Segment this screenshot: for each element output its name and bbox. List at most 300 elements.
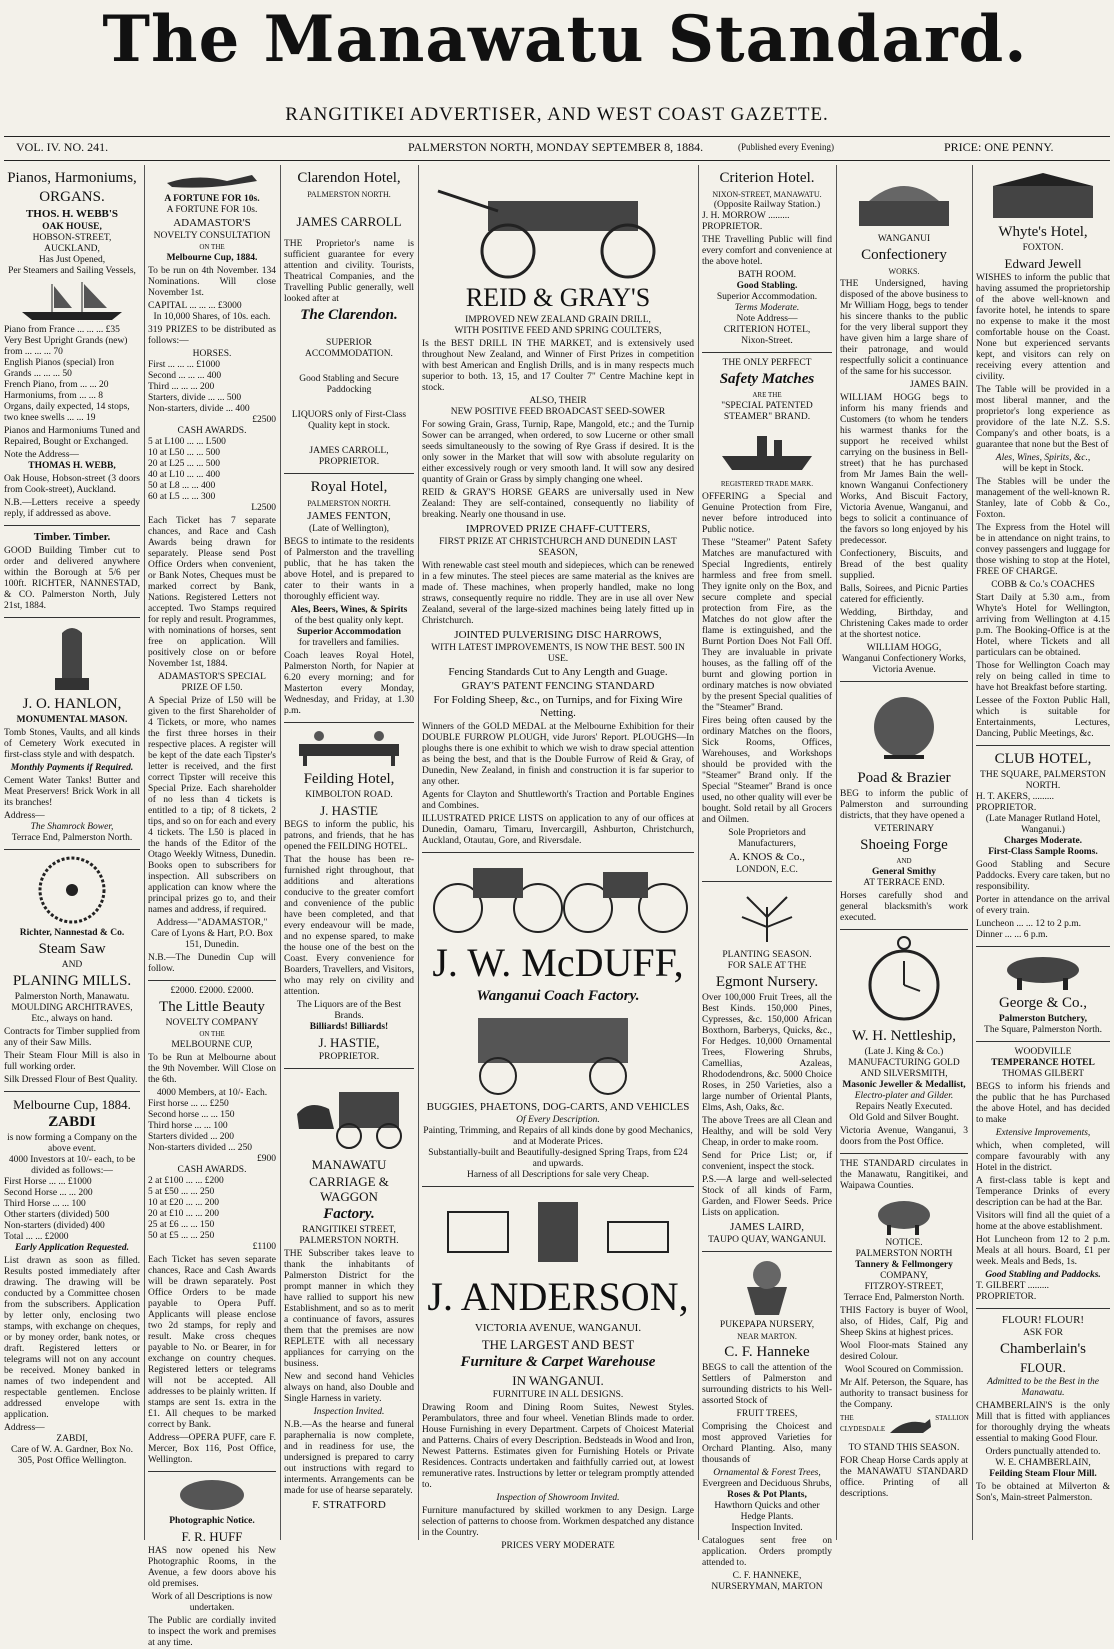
text-line: Nixon-Street. [741,336,793,346]
sailing-ship-illustration [12,280,132,322]
text-line: Luncheon ... ... 12 to 2 p.m. [976,919,1082,929]
separator [4,849,140,850]
text-line: WOODVILLE [1014,1047,1072,1057]
text-line: LONDON, E.C. [736,865,798,875]
text-line: WITH POSITIVE FEED AND SPRING COULTERS, [454,326,662,336]
text-line: WILLIAM HOGG, [866,643,942,653]
text-line: N.B.—The Dunedin Cup will follow. [148,953,276,974]
column-divider [972,165,973,1540]
ad-body: The Express from the Hotel will be in attendance on night trains, to convey passengers and luggage for those wishing to stop at the Hotel, FREE OF CHARGE. [976,523,1110,577]
separator [148,1471,276,1472]
top-rule [4,136,1110,137]
advertiser-name: JAMES FENTON, [307,510,391,522]
text-line: Palmerston North, Manawatu. [14,992,130,1002]
text-line: SUPERIOR ACCOMMODATION. [305,338,393,359]
text-line: Hawthorn Quicks and other Hedge Plants. [714,1501,820,1522]
text-line: PALMERSTON NORTH. [307,190,391,199]
prize-line: Starters, divide ... ... 500 [148,393,242,403]
text-line: Orders punctually attended to. [985,1447,1101,1457]
text-line: Per Steamers and Sailing Vessels, [8,266,136,276]
confectionery-illustration [849,171,959,231]
text-line: J. HASTIE, [318,1035,380,1050]
text-line: T. GILBERT ......... PROPRIETOR. [976,1281,1049,1302]
billiard-table-illustration [289,728,409,768]
text-line: Good Stabling and Secure Paddocks. Every care taken, but no responsibility. [976,860,1110,892]
ad-body: THE Proprietor's name is sufficient guarantee for every attention and civility. Tourists, Theatrical Companies, and the Travelling Public generally, well looked after at [284,239,414,304]
column-divider [144,165,145,1540]
prize-line: 50 at L8 ... ... 400 [148,481,216,491]
heading-pianos: Pianos, Harmoniums, [7,170,137,186]
text-line: Send for Price List; or, if convenient, inspect the stock. [702,1151,832,1172]
text-line: will be kept in Stock. [1002,464,1084,474]
text-line: AT TERRACE END. [863,878,945,888]
heading-furniture: Furniture & Carpet Warehouse [460,1354,656,1370]
text-line: VICTORIA AVENUE, WANGANUI. [474,1322,642,1334]
ad-body: Is the BEST DRILL IN THE MARKET, and is extensively used throughout New Zealand, and Winner of First Prizes in competition with best American and English Drills, and is in many respects much superior to both. 13, 15, and 17 Coulter 7" Centre Machine kept in stock. [422,339,694,393]
heading-carriage: CARRIAGE & WAGGON [309,1174,389,1204]
heading-little-beauty: The Little Beauty [159,999,265,1015]
coaches-illustration [428,858,688,938]
separator [148,980,276,981]
text-line: JAMES CARROLL, [309,446,389,456]
prize-line: Second Horse ... ... 200 [4,1188,93,1198]
text-line: CASH AWARDS. [177,1165,247,1175]
cattle-illustration [983,952,1103,992]
text-line: Ornamental & Forest Trees, [713,1468,821,1478]
text-line: Melbourne Cup, 1884. [166,253,258,263]
text-line: Extensive Improvements, [995,1128,1091,1138]
heading-nettleship: W. H. Nettleship, [851,1028,957,1044]
prize-line: 2 at £100 ... ... £200 [148,1176,224,1186]
text-line: PALMERSTON NORTH. [307,499,391,508]
text-line: Terrace End, Palmerston North. [11,833,133,843]
text-line: ON THE [199,1030,225,1038]
text-line: IMPROVED PRIZE CHAFF-CUTTERS, [465,523,651,535]
text-line: Palmerston Butchery, [998,1014,1088,1024]
text-line: Feilding Steam Flour Mill. [989,1469,1097,1479]
text-line: TAUPO QUAY, WANGANUI. [708,1235,826,1245]
separator [4,1091,140,1092]
text-line: PALMERSTON NORTH [855,1249,953,1259]
prize-line: Third Horse ... ... 100 [4,1199,86,1209]
ad-body: THE Undersigned, having disposed of the above business to Mr William Hogg, begs to tender his sincere thanks to the public for the very liberal support they have given him a large share of their patronage, and would respectfully solicit a continuance of the same for his successor. [840,279,968,377]
text-line: Early Application Requested. [15,1243,129,1253]
farrier-illustration [864,687,944,767]
text-line: PUKEPAPA NURSERY, [719,1320,815,1330]
prize-line: 10 at L50 ... ... 500 [148,448,221,458]
text-line: ADAMASTOR'S SPECIAL PRIZE OF L50. [158,672,266,693]
text-line: Inspection of Showroom Invited. [496,1493,620,1503]
text-line: Care of Lyons & Hart, P.O. Box 151, Dunedin. [151,929,273,950]
text-line: Evergreen and Deciduous Shrubs, [702,1479,832,1489]
clydesdale-row [840,1413,968,1443]
text-line: Wanganui Confectionery Works, Victoria Avenue. [841,654,967,675]
text-line: Terrace End, Palmerston North. [843,1293,965,1303]
separator [976,1308,1110,1309]
ad-body: HAS now opened his New Photographic Rooms, in the Avenue, a few doors above his old premises. [148,1546,276,1589]
prize-line: Non-starters divided ... 250 [148,1143,252,1153]
text-line: Inspection Invited. [731,1523,803,1533]
text-line: Fencing Standards Cut to Any Length and Guage. [448,666,668,678]
ad-body: Tomb Stones, Vaults, and all kinds of Cemetery Work executed in first-class style and with despatch. [4,728,140,760]
text-line: THE LARGEST AND BEST [481,1337,635,1352]
text-line: Agents for Clayton and Shuttleworth's Traction and Portable Engines and Combines. [422,790,694,811]
separator [284,722,414,723]
text-line: NEW POSITIVE FEED BROADCAST SEED-SOWER [450,407,666,417]
prize-line: Non-starters, divide ... 400 [148,404,250,414]
text-line: Catalogues sent free on application. Orders promptly attended to. [702,1536,832,1568]
advertiser-name: THOMAS GILBERT [1001,1069,1085,1079]
text-line: FLOUR. [1020,1360,1066,1375]
heading-photographic: Photographic Notice. [169,1516,255,1526]
prize-line: 50 at £5 ... ... 250 [148,1231,215,1241]
text-line: Work of all Descriptions is now undertaken. [151,1592,273,1613]
ad-body: Fires being often caused by the ordinary Matches on the floors, Sick Rooms, Offices, Warehouses, and Workshops should be provided with the "Steamer" Brand only. If the Special "Steamer" Brand is once used, no other quality will ever be bought. Sold retail by all Grocers and Oilmen. [702,716,832,825]
prize-line: Second ... ... ... 400 [148,371,222,381]
prize-line: 60 at L5 ... ... 300 [148,492,216,502]
text-line: THE ONLY PERFECT [722,358,812,368]
heading-fortune: A FORTUNE FOR 10s. [164,194,260,204]
text-line: (Late J. King & Co.) [864,1047,944,1057]
text-line: is now forming a Company on the above event. [7,1133,137,1154]
separator [284,1068,414,1069]
text-line: Visitors will find all the quiet of a home at the above establishment. [976,1211,1110,1232]
heading-factory: Factory. [323,1206,375,1222]
prize-line: Second horse ... ... 150 [148,1110,235,1120]
separator [702,352,832,353]
prize-total: £900 [257,1154,276,1164]
heading-temperance-hotel: TEMPERANCE HOTEL [991,1058,1095,1068]
text-line: ON THE [199,243,225,251]
prize-line: First Horse ... ... £1000 [4,1177,92,1187]
text-line: Inspection Invited. [313,1407,385,1417]
separator [976,745,1110,746]
text-line: To be Run at Melbourne about the 9th November. Will Close on the 6th. [148,1053,276,1085]
text-line: FOR SALE AT THE [727,961,807,971]
text-line: The Square, Palmerston North. [984,1025,1102,1035]
separator [4,525,140,526]
heading-reid-gray: REID & GRAY'S [465,283,651,312]
ad-body: BEGS to inform his friends and the public that he has Purchased the above Hotel, and has decided to make [976,1082,1110,1125]
text-line: JOINTED PULVERISING DISC HARROWS, [454,629,662,641]
heading-planing-mills: PLANING MILLS. [12,973,132,989]
text-line: STALLION [935,1414,969,1422]
heading-feilding-hotel: Feilding Hotel, [303,771,395,787]
column-1 [4,168,140,1538]
text-line: Oak House, Hobson-street (3 doors from Cook-street), Auckland. [4,474,140,495]
advertiser-name: THOMAS H. WEBB, [28,461,116,471]
dateline-rule [4,160,1110,161]
text-line: RANGITIKEI STREET, PALMERSTON NORTH. [299,1225,399,1246]
prize-line: 20 at £10 ... ... 200 [148,1209,219,1219]
text-line: Harness of all Descriptions for sale very Cheap. [466,1170,650,1180]
price: PRICE: ONE PENNY. [944,140,1054,154]
text-line: Monthly Payments if Required. [10,763,134,773]
ad-body: WILLIAM HOGG begs to inform his many friends and Customers (to whom he tenders his warmest thanks for the support he received whilst carrying on the business in Bell-street) that he has purchased from Mr James Bain the well-known Wanganui Confectionery Works, And Biscuit Factory, Victoria Avenue, Wanganui, and begs to solicit a continuance of the favors so long enjoyed by his predecessor. [840,393,968,546]
text-line: GRAY'S PATENT FENCING STANDARD [461,680,655,692]
text-line: Care of W. A. Gardner, Box No. 305, Post Office Wellington. [10,1445,134,1466]
ad-body: Each Ticket has seven separate chances, Race and Cash Awards will be drawn separately. Post Office Orders to be made payable to Opera Puff. Applicants will please enclose two 2d stamps, for reply and result. Make cross cheques payable to No. or Bearer, in for exchange on country cheques. Registered letters or telegrams will not be accepted. All addresses to be plainly written. If stamps are sent 1s. extra in the £1. All cheques to be marked correct by Bank. [148,1255,276,1430]
heading-safety-matches: Safety Matches [719,371,815,387]
text-line: To be run on 4th November. 134 Nominations. Will close November 1st. [148,266,276,298]
text-line: for travellers and families. [298,638,400,648]
column-divider [698,165,699,1540]
text-line: Pianos and Harmoniums Tuned and Repaired, Bought or Exchanged. [4,426,140,447]
heading-manawatu: MANAWATU [311,1157,387,1172]
text-line: For Folding Sheep, &c., on Turnips, and for Fixing Wire Netting. [433,694,683,719]
text-line: Admitted to be the Best in the Manawatu. [987,1377,1099,1398]
text-line: Tannery & Fellmongery [855,1260,953,1270]
text-line: AND [61,960,83,970]
text-line: £2000. £2000. £2000. [170,986,254,996]
ad-body: For sowing Grain, Grass, Turnip, Rape, Mangold, etc.; and the Turnip Sower can be arranged, when ordered, to sow Lucerne or other small seeds simultaneously to the sowing of Rye Grass if desired. It is the only sower in the Market that will sow with absolute regularity on either excessively rough or very smooth land. It will sow any desired quantity of Grain or Grass by simply changing one wheel. [422,420,694,485]
text-line: ALSO, THEIR [529,396,587,406]
ad-body: OFFERING a Special and Genuine Protection from Fire, never before introduced into Public notice. [702,492,832,535]
text-line: CAPITAL ... ... ... £3000 [148,301,242,311]
text-line: NEAR MARTON. [737,1332,797,1341]
advertiser-name: F. STRATFORD [312,1499,386,1511]
text-line: (Opposite Railway Station.) [713,200,821,210]
text-line: Masonic Jeweller & Medallist, [842,1080,966,1090]
separator [422,852,694,853]
price-line: Very Best Upright Grands (new) from ... ... ... 70 [4,336,128,357]
column-divider [280,165,281,1540]
separator [702,1251,832,1252]
text-line: AND [896,857,912,865]
ornament-illustration [177,1477,247,1513]
advertiser-name: ZABDI [48,1114,96,1130]
text-line: Porter in attendance on the arrival of every train. [976,895,1110,916]
separator [840,1153,968,1154]
text-line: Substantially-built and Beautifully-designed Spring Traps, from £24 and upwards. [428,1148,688,1169]
price-line: French Piano, from ... ... 20 [4,380,109,390]
advertiser-name: JAMES LAIRD, [730,1221,804,1233]
text-line: The Liquors are of the Best Brands. [296,1000,402,1021]
text-line: Wool Floor-mats Stained any desired Colour. [840,1341,968,1362]
text-line: Address— [4,811,45,821]
text-line: Roses & Pot Plants, [727,1490,807,1500]
text-line: Victoria Avenue, Wanganui, 3 doors from the Post Office. [840,1126,968,1147]
prize-line: 5 at £50 ... ... 250 [148,1187,215,1197]
text-line: COMPANY, [880,1271,928,1281]
heading-the-clarendon: The Clarendon. [300,307,398,323]
heading-mason: MONUMENTAL MASON. [16,715,128,725]
text-line: NURSERYMAN, MARTON [711,1582,823,1592]
text-line: IN WANGANUI. [512,1373,604,1388]
monument-illustration [47,623,97,693]
text-line: THE SQUARE, PALMERSTON NORTH. [980,770,1106,791]
text-line: VETERINARY [873,824,935,834]
ad-body: BEG to inform the public of Palmerston and surrounding districts, that they have opened a [840,789,968,821]
text-line: ASK FOR [1023,1328,1063,1338]
text-line: The Shamrock Bower, [30,822,114,832]
dateline [8,140,1108,160]
prize-total: Total ... ... £2000 [4,1232,69,1242]
text-line: NIXON-STREET, MANAWATU. [712,190,822,199]
heading-whytes-hotel: Whyte's Hotel, [998,224,1088,240]
issue-date: PALMERSTON NORTH, MONDAY SEPTEMBER 8, 1884. [408,140,704,154]
ad-body: Each Ticket has 7 separate chances, and Race and Cash Awards being drawn for separately. Please send Post Office Orders when convenient, or Bank Notes, Cheques must be marked correct by Bank, Nations. Registered Letters not accepted. Two Stamps required for reply and result. Programmes, with nominations of horses, sent free on application. Will positively close on or before November 1st, 1884. [148,516,276,669]
masthead-title: The Manawatu Standard. [102,2,1028,77]
price-line: English Pianos (special) Iron Grands ... ... ... 50 [4,358,115,379]
text-line: J. H. MORROW ......... PROPRIETOR. [702,211,790,232]
heading-organs: ORGANS. [39,189,105,205]
horse-illustration [157,171,267,191]
heading-confectionery: Confectionery [861,247,947,263]
prize-line: Other starters (divided) 500 [4,1210,110,1220]
column-7 [976,168,1110,1538]
text-line: FURNITURE IN ALL DESIGNS. [492,1390,624,1400]
text-line: KIMBOLTON ROAD. [305,790,393,800]
sheep-illustration [869,1195,939,1235]
ad-body: REID & GRAY'S HORSE GEARS are universally used in New Zealand: They are self-contained, consequently no liability of breaking. Nearly one thousand in use. [422,488,694,520]
pocket-watch-icon [864,935,944,1025]
ad-body: Over 100,000 Fruit Trees, all the Best Kinds. 150,000 Pines, Cypresses, &c. 150,000 African Boxthorn, Barberys, Quicks, &c., For Hedges. 10,000 Ornamental Trees, Flowering Shrubs, Camellias, Azaleas, Rhododendrons, &c. 5000 Choice Roses, in 250 Varieties, also a large number of Oriental Plants, Elms, Ash, Oaks, &c. [702,993,832,1113]
column-divider [836,165,837,1540]
heading-melbourne-cup: Melbourne Cup, 1884. [13,1097,131,1112]
text-line: which, when completed, will compare favourably with any Hotel in the district. [976,1141,1110,1173]
text-line: W. E. CHAMBERLAIN, [995,1458,1091,1468]
text-line: NOTICE. [885,1238,923,1248]
text-line: C. F. HANNEKE, [732,1571,802,1581]
text-line: Lessee of the Foxton Public Hall, which is suitable for Entertainments, Lectures, Dancing, Public Meetings, &c. [976,696,1110,739]
ad-body: Drawing Room and Dining Room Suites, Newest Styles. Perambulators, three and four wheel. Venetian Blinds made to order. House Furnishing in every Department. Carpets of Choicest Material and Patterns. Chairs of every Description. Bedsteads in Wood and Iron, Newest Patterns. Estimates given for Furnishing Hotels or Private Residences. Contracts undertaken and faithfully carried out, at lowest remunerative rates. Instructions by letter or telegram promptly attended to. [422,1403,694,1490]
text-line: WANGANUI [877,234,931,244]
plants-illustration [712,887,822,947]
stallion-illustration [885,1413,935,1443]
volume-number: VOL. IV. NO. 241. [16,140,109,154]
text-line: Cement Water Tanks! Butter and Meat Preservers! Brick Work in all its branches! [4,776,140,808]
prize-total: L2500 [251,503,276,513]
text-line: LIQUORS only of First-Class Quality kept in stock. [291,410,407,431]
column-5 [702,168,832,1592]
text-line: Of Every Description. [516,1115,600,1125]
text-line: Silk Dressed Flour of Best Quality. [4,1075,138,1085]
prize-line: 10 at £20 ... ... 200 [148,1198,219,1208]
advertiser-name: J. HASTIE [320,803,378,818]
ad-body: Coach leaves Royal Hotel, Palmerston North, for Napier at 6.20 every morning; and for Masterton every Monday, Wednesday, and Friday, at 1.30 p.m. [284,651,414,716]
text-line: Old Gold and Silver Bought. [849,1113,959,1123]
ad-body: Furniture manufactured by skilled workmen to any Design. Large selection of patterns to choose from. Workmen despatched any distance in the Country. [422,1506,694,1538]
separator [976,1041,1110,1042]
furniture-illustration [428,1192,688,1272]
text-line: Good Stabling and Paddocks. [985,1270,1101,1280]
prize-line: Non-starters (divided) 400 [4,1221,105,1231]
text-line: Address—"ADAMASTOR," [156,918,268,928]
column-3 [284,168,414,1538]
text-line: PROPRIETOR. [318,1052,380,1062]
heading-egmont-nursery: Egmont Nursery. [715,974,819,990]
text-line: Mr Alf. Peterson, the Square, has authority to transact business for the Company. [840,1378,968,1410]
text-line: (Late of Wellington), [308,524,390,534]
text-line: Wedding, Birthday, and Christening Cakes made to order at the shortest notice. [840,608,968,640]
text-line: Confectionery, Biscuits, and Bread of the best quality supplied. [840,549,968,581]
prize-line: Third horse ... ... 100 [148,1121,228,1131]
ad-body: THE Travelling Public will find every comfort and convenience at the above hotel. [702,235,832,267]
text-line: In 10,000 Shares, of 10s. each. [153,312,271,322]
advertiser-name: JAMES CARROLL [296,214,402,229]
heading-coach-factory: Wanganui Coach Factory. [476,988,640,1004]
text-line: BATH ROOM. [737,270,797,280]
text-line: 319 PRIZES to be distributed as follows:— [148,325,276,346]
column-6 [840,168,968,1538]
ad-body: WISHES to inform the public that having assumed the proprietorship of the above well-known and favorite hotel, he intends to spare no expense to make it the most comfortable house on the Coast. None but experienced servants kept, and visitors can rely on receiving every attention and civility. [976,273,1110,382]
ad-body: Comprising the Choicest and most approved Varieties for Orchard Planting. Also, many thousands of [702,1422,832,1465]
text-line: HORSES. [192,349,232,359]
ad-body: THE Subscriber takes leave to thank the inhabitants of Palmerston District for the prompt manner in which they have rallied to support his new Establishment, and so as to merit a continuance of favors, assures them that the premises are now REPLETE with all necessary appliances for carrying on the business. [284,1249,414,1369]
hotel-building-illustration [983,171,1103,221]
price-line: Organs, daily expected, 14 stops, two knee swells ... ... 19 [4,402,130,423]
ad-body: A Special Prize of L50 will be given to the first Shareholder of 4 Tickets, or more, who names the first three horses in their respective places. A register will be kept of the date each Tipster's letter is received, and the first correct Tipster will receive this Special Prize. Each shareholder of no less than 4 tickets is entitled to a tip; of 8 tickets, 2 tips, and so on for each and every 4 tickets. The L50 is placed in the hands of the Editor of the Otago Weekly Witness, Dunedin. Books open to subscribers for inspection. All subscribers on application can know where the principal prizes go to, and their names and address, if required. [148,696,276,915]
heading-club-hotel: CLUB HOTEL, [994,751,1092,767]
separator [702,881,832,882]
text-line: Hot Luncheon from 12 to 2 p.m. Meals at all hours. Board, £1 per week. Meals and Beds, 1s. [976,1235,1110,1267]
masthead-subtitle: RANGITIKEI ADVERTISER, AND WEST COAST GAZETTE. [285,104,829,125]
text-line: Note Address— [736,314,798,324]
separator [840,929,968,930]
ad-body: CHAMBERLAIN'S is the only Mill that is fitted with appliances for thoroughly drying the wheats essential to making Good Flour. [976,1401,1110,1444]
prize-line: 5 at L100 ... ... L500 [148,437,226,447]
price-line: Harmoniums, from ... ... 8 [4,391,103,401]
text-line: The Public are cordially invited to inspect the work and premises at any time. [148,1616,276,1648]
saw-blade-illustration [37,855,107,925]
heading-chamberlains: Chamberlain's [999,1341,1086,1357]
text-line: Address— [4,1423,45,1433]
text-line: "SPECIAL PATENTED STEAMER" BRAND. [721,401,813,422]
shop-address: HOBSON-STREET, AUCKLAND, [32,233,112,254]
heading-anderson: J. ANDERSON, [427,1274,689,1319]
text-line: Dinner ... ... 6 p.m. [976,930,1048,940]
heading-timber: Timber. Timber. [33,531,111,543]
text-line: COBB & Co.'s COACHES [991,580,1095,590]
heading-poad-brazier: Poad & Brazier [857,770,951,786]
text-line: Their Steam Flour Mill is also in full working order. [4,1051,140,1072]
text-line: JAMES BAIN. [909,380,968,390]
prize-line: 25 at £6 ... ... 150 [148,1220,215,1230]
prize-total: £1100 [252,1242,276,1252]
shop-name: OAK HOUSE, [42,222,102,232]
text-line: P.S.—A large and well-selected Stock of all kinds of Farm, Garden, and Flower Seeds. Price Lists on application. [702,1175,832,1218]
text-line: Ales, Beers, Wines, & Spirits [290,605,408,615]
separator [976,946,1110,947]
publication-note: (Published every Evening) [738,142,834,152]
prize-line: First horse ... ... £250 [148,1099,229,1109]
prize-line: Starters divided ... 200 [148,1132,235,1142]
text-line: New and second hand Vehicles always on hand, also Double and Single Harness in variety. [284,1372,414,1404]
text-line: Billiards! Billiards! [309,1022,389,1032]
prize-line: Third ... ... ... 200 [148,382,215,392]
text-line: Painting, Trimming, and Repairs of all kinds done by good Mechanics, and at Moderate Prices. [423,1126,693,1147]
separator [284,473,414,474]
ad-body: GOOD Building Timber cut to order and delivered anywhere within the Borough at 5/6 per 100ft. RICHTER, NANNESTAD, & CO. Palmerston North, July 21st, 1884. [4,546,140,611]
price-line: Piano from France ... ... ... £35 [4,325,120,335]
text-line: Repairs Neatly Executed. [855,1102,953,1112]
text-line: Charges Moderate. [1003,836,1083,846]
advertiser-name: THOS. H. WEBB'S [25,208,119,220]
ad-body: Start Daily at 5.30 a.m., from Whyte's Hotel for Wellington, arriving from Wellington at 4.15 p.m. The Booking-Office is at the Hotel, where Tickets and all particulars can be obtained. [976,593,1110,658]
heading-george-co: George & Co., [998,995,1088,1011]
text-line: 4000 Members, at 10/- Each. [156,1088,268,1098]
text-line: Ales, Wines, Spirits, &c., [995,453,1091,463]
text-line: Superior Accommodation. [716,292,818,302]
prize-total: £2500 [252,415,276,425]
text-line: PROPRIETOR. [318,457,380,467]
text-line: PLANTING SEASON. [722,950,812,960]
text-line: A FORTUNE FOR 10s. [166,205,258,215]
column-2 [148,168,276,1648]
text-line: TO STAND THIS SEASON. [848,1443,960,1453]
text-line: Electro-plater and Gilder. [854,1091,954,1101]
